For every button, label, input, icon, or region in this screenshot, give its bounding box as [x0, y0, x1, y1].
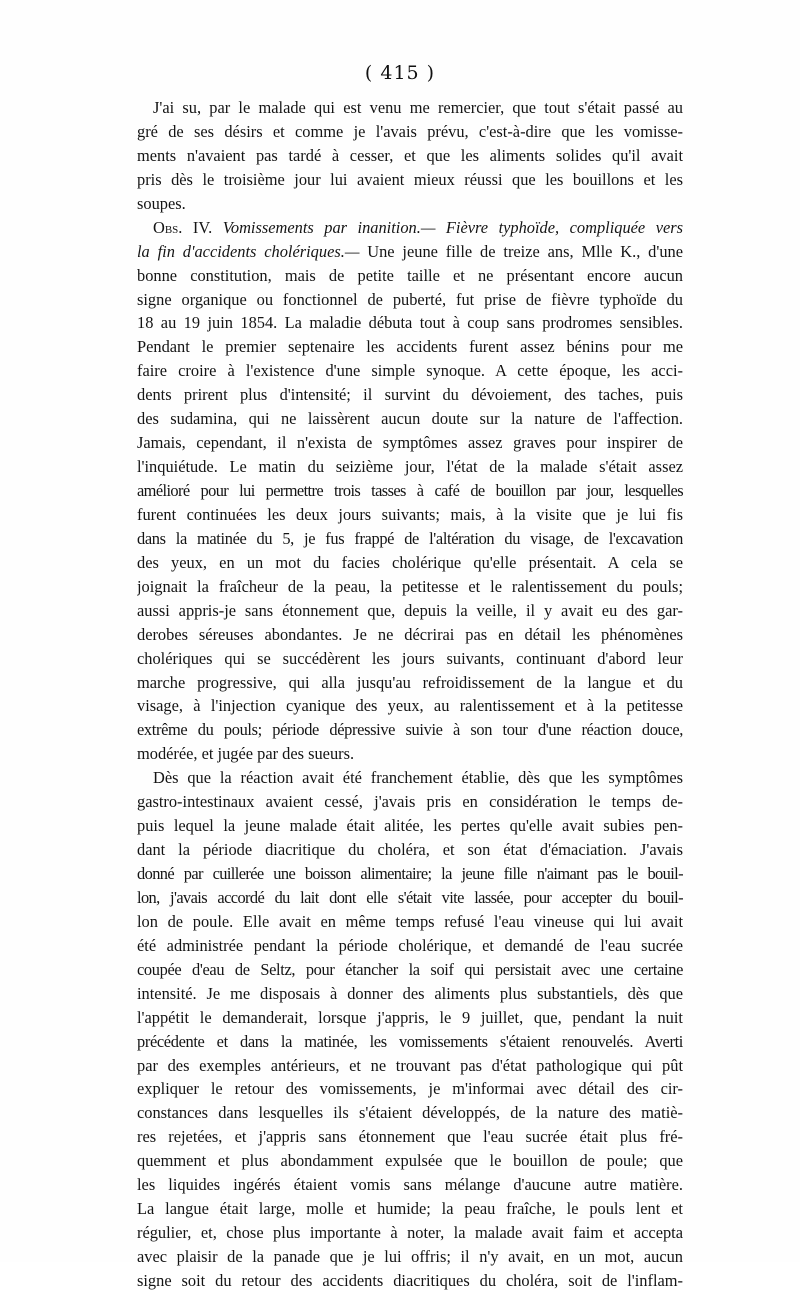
text-line: l'appétit le demanderait, lorsque j'appris, le 9 juillet, que, pendant la nuit: [137, 1007, 683, 1027]
text-line: extrême du pouls; période dépressive suivie à son tour d'une réaction douce,: [137, 720, 683, 740]
text-line: derobes séreuses abondantes. Je ne décrirai pas en détail les phénomènes: [137, 624, 683, 644]
observation-title: Vomissements par inanition.— Fièvre typhoïde, compliquée vers: [222, 217, 683, 237]
text-line: res rejetées, et j'appris sans étonnement que l'eau sucrée était plus fré-: [137, 1127, 683, 1147]
observation-subtitle: la fin d'accidents cholériques.—: [137, 241, 360, 261]
text-line: par des exemples antérieurs, et ne trouvant pas d'état pathologique qui pût: [137, 1055, 683, 1075]
text-line: bonne constitution, mais de petite taille et ne présentant encore aucun: [137, 265, 683, 285]
text-line: Pendant le premier septenaire les accidents furent assez bénins pour me: [137, 337, 683, 357]
observation-text: Une jeune fille de treize ans, Mlle K., d'une: [359, 241, 683, 261]
text-line: modérée, et jugée par des sueurs.: [137, 744, 355, 764]
text-line: gastro-intestinaux avaient cessé, j'avais pris en considération le temps de-: [137, 792, 683, 812]
text-line: soupes.: [137, 193, 186, 213]
observation-label: Obs. IV.: [153, 217, 213, 237]
text-line: faire croire à l'existence d'une simple synoque. A cette époque, les acci-: [137, 361, 683, 381]
text-line: joignait la fraîcheur de la peau, la petitesse et le ralentissement du pouls;: [137, 576, 683, 596]
text-line: donné par cuillerée une boisson alimentaire; la jeune fille n'aimant pas le bouil-: [137, 864, 683, 883]
text-line: amélioré pour lui permettre trois tasses à café de bouillon par jour, lesquelles: [137, 481, 683, 500]
text-line: coupée d'eau de Seltz, pour étancher la soif qui persistait avec une certaine: [137, 959, 683, 979]
text-line: signe organique ou fonctionnel de puberté, fut prise de fièvre typhoïde du: [137, 289, 683, 309]
text-line: gré de ses désirs et comme je l'avais prévu, c'est-à-dire que les vomisse-: [137, 121, 683, 141]
text-line: constances dans lesquelles ils s'étaient développés, de la nature des matiè-: [137, 1103, 683, 1123]
text-line: été administrée pendant la période cholérique, et demandé de l'eau sucrée: [137, 935, 683, 955]
text-line: dents prirent plus d'intensité; il survint du dévoiement, des taches, puis: [137, 385, 683, 405]
text-line: aussi appris-je sans étonnement que, depuis la veille, il y avait eu des gar-: [137, 600, 683, 620]
text-line: expliquer le retour des vomissements, je m'informai avec détail des cir-: [137, 1079, 683, 1099]
text-line: dans la matinée du 5, je fus frappé de l'altération du visage, de l'excavation: [137, 528, 683, 548]
text-line: furent continuées les deux jours suivants; mais, à la visite que je lui fis: [137, 504, 683, 524]
text-line: Jamais, cependant, il n'exista de symptômes assez graves pour inspirer de: [137, 433, 683, 453]
text-line: l'inquiétude. Le matin du seizième jour, l'état de la malade s'était assez: [137, 457, 683, 477]
text-line: dant la période diacritique du choléra, et son état d'émaciation. J'avais: [137, 840, 683, 860]
text-line: des sudamina, qui ne laissèrent aucun doute sur la nature de l'affection.: [137, 409, 683, 429]
observation-heading: [137, 216, 683, 240]
text-line: lon, j'avais accordé du lait dont elle s'était vite lassée, pour accepter du bouil-: [137, 887, 683, 907]
text-line: Dès que la réaction avait été franchement établie, dès que les symptômes: [153, 768, 683, 788]
text-line: des yeux, en un mot du facies cholérique qu'elle présentait. A cela se: [137, 552, 683, 572]
text-line: ments n'avaient pas tardé à cesser, et que les aliments solides qu'il avait: [137, 145, 683, 165]
text-line: cholériques qui se succédèrent les jours suivants, continuant d'abord leur: [137, 648, 683, 668]
text-line: avec plaisir de la panade que je lui offris; il n'y avait, en un mot, aucun: [137, 1247, 683, 1266]
page-number: ( 415 ): [364, 62, 436, 84]
text-line: les liquides ingérés étaient vomis sans mélange d'aucune autre matière.: [137, 1175, 683, 1195]
text-line: régulier, et, chose plus importante à noter, la malade avait faim et accepta: [137, 1223, 683, 1243]
text-line: [137, 240, 683, 264]
text-line: J'ai su, par le malade qui est venu me remercier, que tout s'était passé au: [153, 98, 683, 117]
text-line: signe soit du retour des accidents diacritiques du choléra, soit de l'inflam-: [137, 1270, 683, 1290]
text-line: puis lequel la jeune malade était alitée, les pertes qu'elle avait subies pen-: [137, 816, 683, 836]
body-text: [137, 96, 683, 1293]
text-line: La langue était large, molle et humide; la peau fraîche, le pouls lent et: [137, 1199, 683, 1219]
text-line: marche progressive, qui alla jusqu'au refroidissement de la langue et du: [137, 672, 683, 692]
text-line: quemment et plus abondamment expulsée que le bouillon de poule; que: [137, 1151, 683, 1171]
text-line: précédente et dans la matinée, les vomissements s'étaient renouvelés. Averti: [137, 1031, 683, 1051]
text-line: lon de poule. Elle avait en même temps refusé l'eau vineuse qui lui avait: [137, 911, 683, 931]
text-line: intensité. Je me disposais à donner des aliments plus substantiels, dès que: [137, 983, 683, 1003]
text-line: pris dès le troisième jour lui avaient mieux réussi que les bouillons et les: [137, 169, 683, 189]
text-line: visage, à l'injection cyanique des yeux, au ralentissement et à la petitesse: [137, 696, 683, 716]
text-line: 18 au 19 juin 1854. La maladie débuta tout à coup sans prodromes sensibles.: [137, 313, 683, 333]
